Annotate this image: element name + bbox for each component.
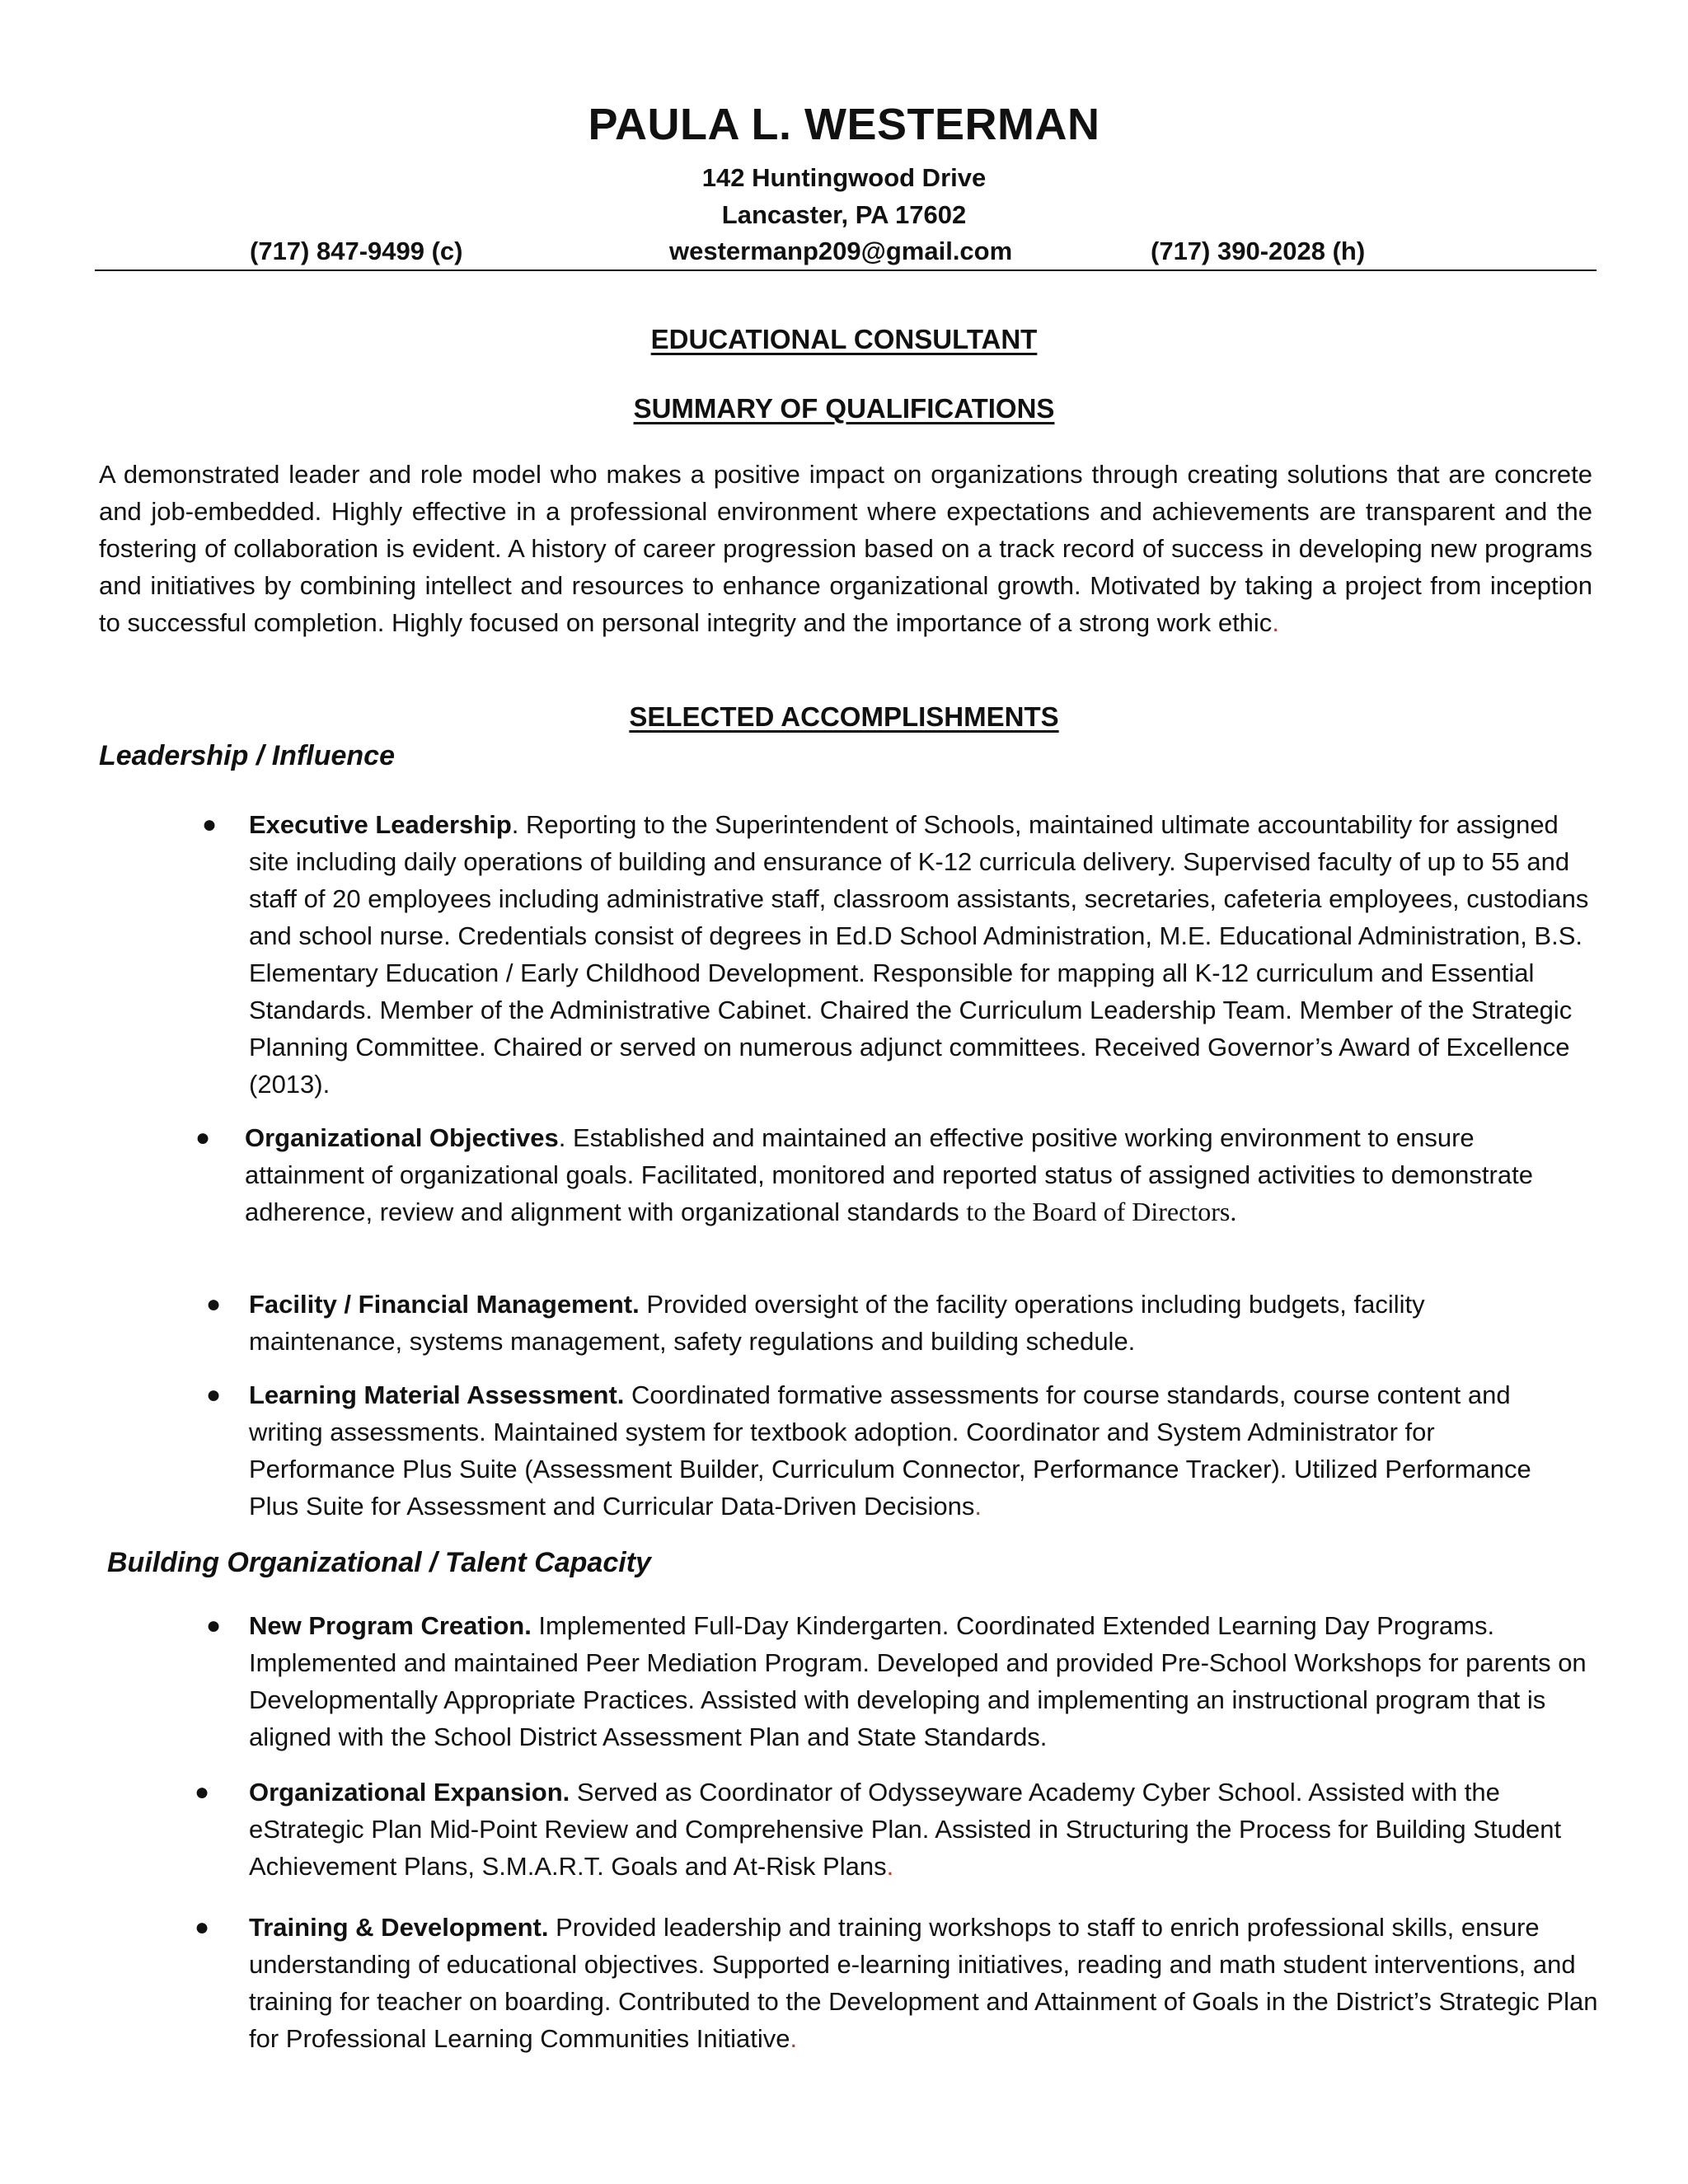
item-text-tail: to the Board of Directors.: [966, 1197, 1237, 1226]
leadership-heading: Leadership / Influence: [99, 740, 395, 771]
accomplishments-heading: SELECTED ACCOMPLISHMENTS: [629, 701, 1059, 732]
item-text: Coordinated formative assessments for course standards, course content and writing assessments. Maintained system for textbook adoption. Coordinator and System Administrator for Performance Plus Suite (Assessment Builder, Curriculum Connector, Performance Tracker). Utilized Performance Plus Suite for Assessment and Curricular Data-Driven Decisions: [249, 1380, 1531, 1521]
bullet-icon: ●: [195, 1914, 210, 1941]
list-item-organizational-objectives: [195, 1119, 1564, 1230]
summary-heading: SUMMARY OF QUALIFICATIONS: [633, 393, 1055, 424]
contact-row: [0, 237, 1688, 269]
list-item-new-program: [206, 1607, 1601, 1755]
job-title: EDUCATIONAL CONSULTANT: [650, 324, 1038, 354]
item-label: Facility / Financial Management.: [249, 1290, 640, 1319]
item-end-dot: .: [886, 1852, 894, 1881]
summary-paragraph: [99, 456, 1592, 641]
bullet-icon: ●: [206, 1612, 222, 1639]
item-end-dot: .: [790, 2024, 798, 2053]
list-item-facility-financial: [206, 1286, 1568, 1360]
item-end-dot: .: [974, 1492, 982, 1521]
item-label: Organizational Objectives: [245, 1123, 559, 1152]
item-label: Organizational Expansion.: [249, 1778, 570, 1807]
address-street: 142 Huntingwood Drive: [701, 163, 987, 192]
item-label: Executive Leadership: [249, 810, 512, 839]
candidate-name: PAULA L. WESTERMAN: [588, 100, 1100, 149]
summary-end-dot: .: [1272, 608, 1279, 637]
address-city: Lancaster, PA 17602: [721, 200, 967, 229]
header-divider: [95, 269, 1597, 271]
item-text: Implemented Full-Day Kindergarten. Coordinated Extended Learning Day Programs. Implemented and maintained Peer Mediation Program. Developed and provided Pre-School Workshops for parents on Developmentally Appropriate Practices. Assisted with developing and implementing an instructional program that is aligned with the School District Assessment Plan and State Standards.: [249, 1611, 1587, 1751]
cell-phone: (717) 847-9499 (c): [250, 237, 463, 265]
list-item-training-development: [195, 1909, 1601, 2057]
item-text: Served as Coordinator of Odysseyware Academy Cyber School. Assisted with the eStrategic Plan Mid-Point Review and Comprehensive Plan. Assisted in Structuring the Process for Building Student Achievement Plans, S.M.A.R.T. Goals and At-Risk Plans: [249, 1778, 1562, 1881]
item-label: Learning Material Assessment.: [249, 1380, 625, 1409]
item-text: Provided oversight of the facility operations including budgets, facility maintenance, systems management, safety regulations and building schedule.: [249, 1290, 1425, 1356]
list-item-executive-leadership: [202, 806, 1601, 1103]
item-text: Provided leadership and training workshops to staff to enrich professional skills, ensure understanding of educational objectives. Supported e-learning initiatives, reading and math student interventions, and training for teacher on boarding. Contributed to the Development and Attainment of Goals in the District’s Strategic Plan for Professional Learning Communities Initiative: [249, 1913, 1598, 2053]
item-text: . Reporting to the Superintendent of Schools, maintained ultimate accountability for assigned site including daily operations of building and ensurance of K-12 curricula delivery. Supervised faculty of up to 55 and staff of 20 employees including administrative staff, classroom assistants, secretaries, cafeteria employees, custodians and school nurse. Credentials consist of degrees in Ed.D School Administration, M.E. Educational Administration, B.S. Elementary Education / Early Childhood Development. Responsible for mapping all K-12 curriculum and Essential Standards. Member of the Administrative Cabinet. Chaired the Curriculum Leadership Team. Member of the Strategic Planning Committee. Chaired or served on numerous adjunct committees. Received Governor’s Award of Excellence (2013).: [249, 810, 1589, 1099]
bullet-icon: ●: [206, 1291, 222, 1318]
email-address: westermanp209@gmail.com: [669, 237, 1013, 265]
bullet-icon: ●: [195, 1779, 210, 1806]
list-item-learning-material: [206, 1376, 1584, 1525]
item-text: . Established and maintained an effective positive working environment to ensure attainment of organizational goals. Facilitated, monitored and reported status of assigned activities to demonstrate adherence, review and alignment with organizational standards: [245, 1123, 1533, 1226]
bullet-icon: ●: [206, 1381, 222, 1408]
list-item-organizational-expansion: [195, 1774, 1601, 1885]
item-label: Training & Development.: [249, 1913, 549, 1942]
home-phone: (717) 390-2028 (h): [1151, 237, 1366, 265]
item-label: New Program Creation.: [249, 1611, 532, 1640]
bullet-icon: ●: [195, 1124, 211, 1151]
summary-text: A demonstrated leader and role model who makes a positive impact on organizations through creating solutions that are concrete and job-embedded. Highly effective in a professional environment where expectations and achievements are transparent and the fostering of collaboration is evident. A history of career progression based on a track record of success in developing new programs and initiatives by combining intellect and resources to enhance organizational growth. Motivated by taking a project from inception to successful completion. Highly focused on personal integrity and the importance of a strong work ethic: [99, 460, 1592, 637]
bullet-icon: ●: [202, 811, 218, 838]
building-heading: Building Organizational / Talent Capacity: [107, 1547, 651, 1578]
